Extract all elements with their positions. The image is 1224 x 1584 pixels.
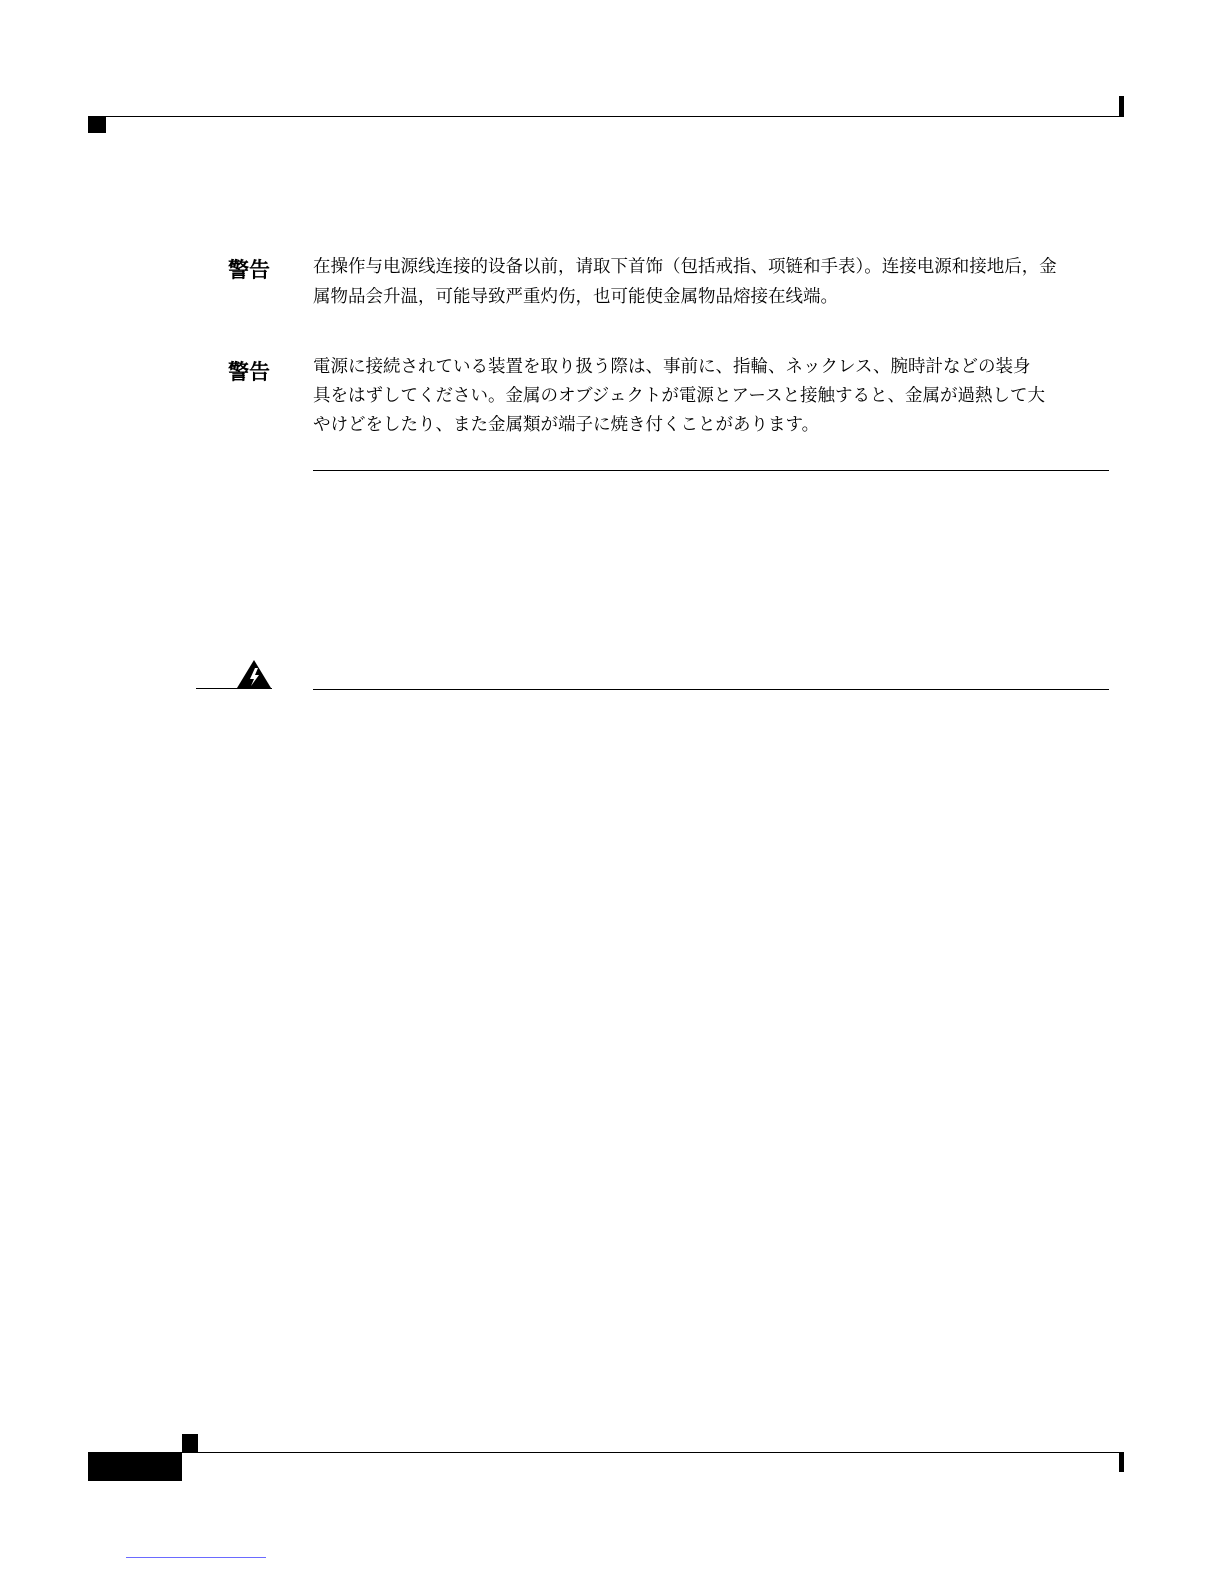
- footer-tick: [1119, 1452, 1124, 1472]
- warning-text-line: 属物品会升温，可能导致严重灼伤，也可能使金属物品熔接在线端。: [313, 287, 838, 307]
- warning-text-line: 在操作与电源线连接的设备以前，请取下首饰（包括戒指、项链和手表）。连接电源和接地后，金: [313, 257, 1057, 277]
- warning-icon-rule: [196, 688, 272, 689]
- warning-label-ja: 警告: [228, 360, 270, 384]
- header-marker: [88, 117, 106, 133]
- footer-page-block: [88, 1452, 182, 1481]
- warning-triangle-icon: [235, 658, 273, 690]
- section-end-rule: [313, 470, 1109, 471]
- warning-text-ja: [313, 353, 1109, 440]
- warning-text-line: やけどをしたり、また金属類が端子に焼き付くことがあります。: [313, 415, 820, 435]
- warning-text-line: 電源に接続されている装置を取り扱う際は、事前に、指輪、ネックレス、腕時計などの装身: [313, 357, 1031, 377]
- footer-marker: [182, 1434, 198, 1452]
- warning-text-zh: [313, 252, 1109, 312]
- header-rule: [88, 116, 1124, 117]
- bottom-link-underline[interactable]: [126, 1557, 266, 1558]
- warning-text-line: 具をはずしてください。金属のオブジェクトが電源とアースと接触すると、金属が過熱して大: [313, 386, 1046, 406]
- footer-rule: [88, 1452, 1124, 1453]
- header-tick: [1119, 96, 1124, 117]
- warning-start-rule: [313, 689, 1109, 690]
- warning-label-zh: 警告: [228, 258, 270, 282]
